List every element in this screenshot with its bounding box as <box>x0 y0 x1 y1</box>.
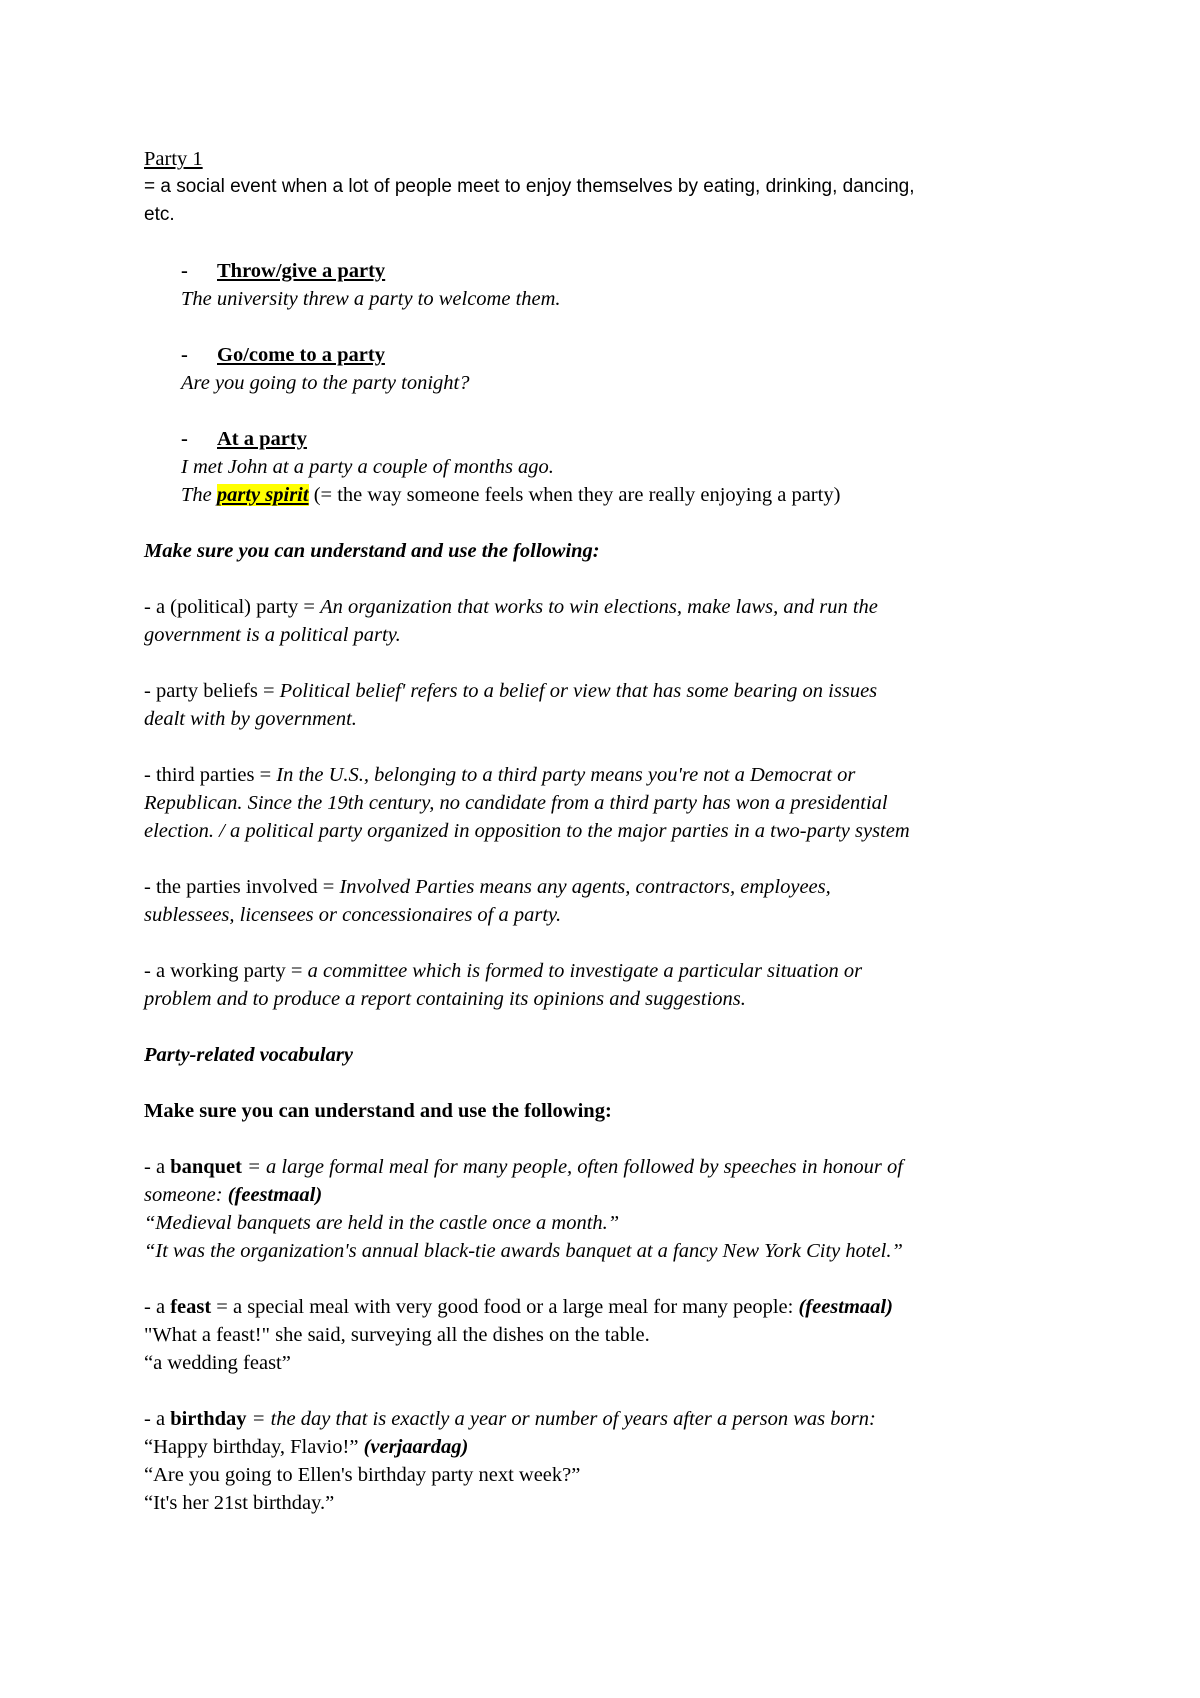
bullet-dash: - <box>181 344 188 366</box>
page-heading: Party 1 <box>144 148 203 170</box>
collocation-example: I met John at a party a couple of months ago. <box>181 456 554 478</box>
vocab-banquet <box>144 1153 1074 1181</box>
vocab-example: “Medieval banquets are held in the castle once a month.” <box>144 1212 620 1234</box>
collocation-example: Are you going to the party tonight? <box>181 372 470 394</box>
term-definition-cont: government is a political party. <box>144 624 401 646</box>
collocation-at <box>144 425 1074 453</box>
definition-line-2: etc. <box>144 204 175 225</box>
collocation-phrase: Throw/give a party <box>217 260 386 282</box>
vocab-banquet-cont <box>144 1181 1074 1209</box>
document-body <box>144 145 1074 1517</box>
vocab-definition: = the day that is exactly a year or number of years after a person was born: <box>246 1408 876 1430</box>
bullet-dash: - <box>181 428 188 450</box>
vocab-prefix: - a <box>144 1408 171 1430</box>
term-political-party <box>144 593 1074 621</box>
term-working-party <box>144 957 1074 985</box>
vocab-feast <box>144 1293 1074 1321</box>
vocab-definition: = a special meal with very good food or a large meal for many people: <box>211 1296 799 1318</box>
vocab-example: "What a feast!" she said, surveying all the dishes on the table. <box>144 1324 650 1346</box>
vocab-example: “Are you going to Ellen's birthday party next week?” <box>144 1464 581 1486</box>
term-definition-cont: problem and to produce a report containing its opinions and suggestions. <box>144 988 746 1010</box>
term-definition-cont: dealt with by government. <box>144 708 357 730</box>
term-definition-cont: Republican. Since the 19th century, no candidate from a third party has won a presidential <box>144 792 888 814</box>
term-label: - party beliefs = <box>144 680 280 702</box>
vocab-translation: (feestmaal) <box>227 1184 323 1206</box>
term-label: - third parties = <box>144 764 277 786</box>
vocab-definition-cont: someone: <box>144 1184 228 1206</box>
vocab-definition: = a large formal meal for many people, often followed by speeches in honour of <box>241 1156 903 1178</box>
term-definition: Political belief' refers to a belief or view that has some bearing on issues <box>279 680 878 702</box>
party-spirit-line <box>144 481 1074 509</box>
party-spirit-prefix: The <box>181 484 217 506</box>
party-spirit-suffix: (= the way someone feels when they are really enjoying a party) <box>308 484 841 506</box>
vocab-prefix: - a <box>144 1156 171 1178</box>
collocation-go <box>144 341 1074 369</box>
vocab-prefix: - a <box>144 1296 171 1318</box>
term-definition-cont: sublessees, licensees or concessionaires of a party. <box>144 904 562 926</box>
vocab-word: feast <box>170 1296 212 1318</box>
collocation-throw <box>144 257 1074 285</box>
collocation-example: The university threw a party to welcome them. <box>181 288 561 310</box>
term-party-beliefs <box>144 677 1074 705</box>
vocab-example: “Happy birthday, Flavio!” <box>144 1436 364 1458</box>
term-definition: In the U.S., belonging to a third party means you're not a Democrat or <box>276 764 856 786</box>
vocab-translation: (feestmaal) <box>798 1296 893 1318</box>
vocab-birthday <box>144 1405 1074 1433</box>
definition-line-1: = a social event when a lot of people meet to enjoy themselves by eating, drinking, dancing, <box>144 176 915 197</box>
term-definition: An organization that works to win elections, make laws, and run the <box>320 596 878 618</box>
vocab-word: birthday <box>170 1408 247 1430</box>
term-third-parties <box>144 761 1074 789</box>
vocab-example: “It was the organization's annual black-tie awards banquet at a fancy New York City hotel.” <box>144 1240 903 1262</box>
vocab-example: “a wedding feast” <box>144 1352 291 1374</box>
collocation-phrase: Go/come to a party <box>217 344 385 366</box>
term-label: - a (political) party = <box>144 596 321 618</box>
term-definition-cont: election. / a political party organized in opposition to the major parties in a two-party system <box>144 820 910 842</box>
vocab-birthday-example-line <box>144 1433 1074 1461</box>
party-spirit-highlight: party spirit <box>216 484 309 506</box>
collocation-phrase: At a party <box>217 428 307 450</box>
term-definition: Involved Parties means any agents, contractors, employees, <box>339 876 831 898</box>
term-label: - a working party = <box>144 960 308 982</box>
section-heading-understand-2: Make sure you can understand and use the following: <box>144 1100 612 1122</box>
term-label: - the parties involved = <box>144 876 340 898</box>
bullet-dash: - <box>181 260 188 282</box>
vocab-example: “It's her 21st birthday.” <box>144 1492 335 1514</box>
term-parties-involved <box>144 873 1074 901</box>
vocab-word: banquet <box>170 1156 242 1178</box>
vocab-translation: (verjaardag) <box>363 1436 469 1458</box>
section-heading-vocabulary: Party-related vocabulary <box>144 1044 353 1066</box>
section-heading-understand: Make sure you can understand and use the following: <box>144 540 600 562</box>
term-definition: a committee which is formed to investigate a particular situation or <box>307 960 863 982</box>
